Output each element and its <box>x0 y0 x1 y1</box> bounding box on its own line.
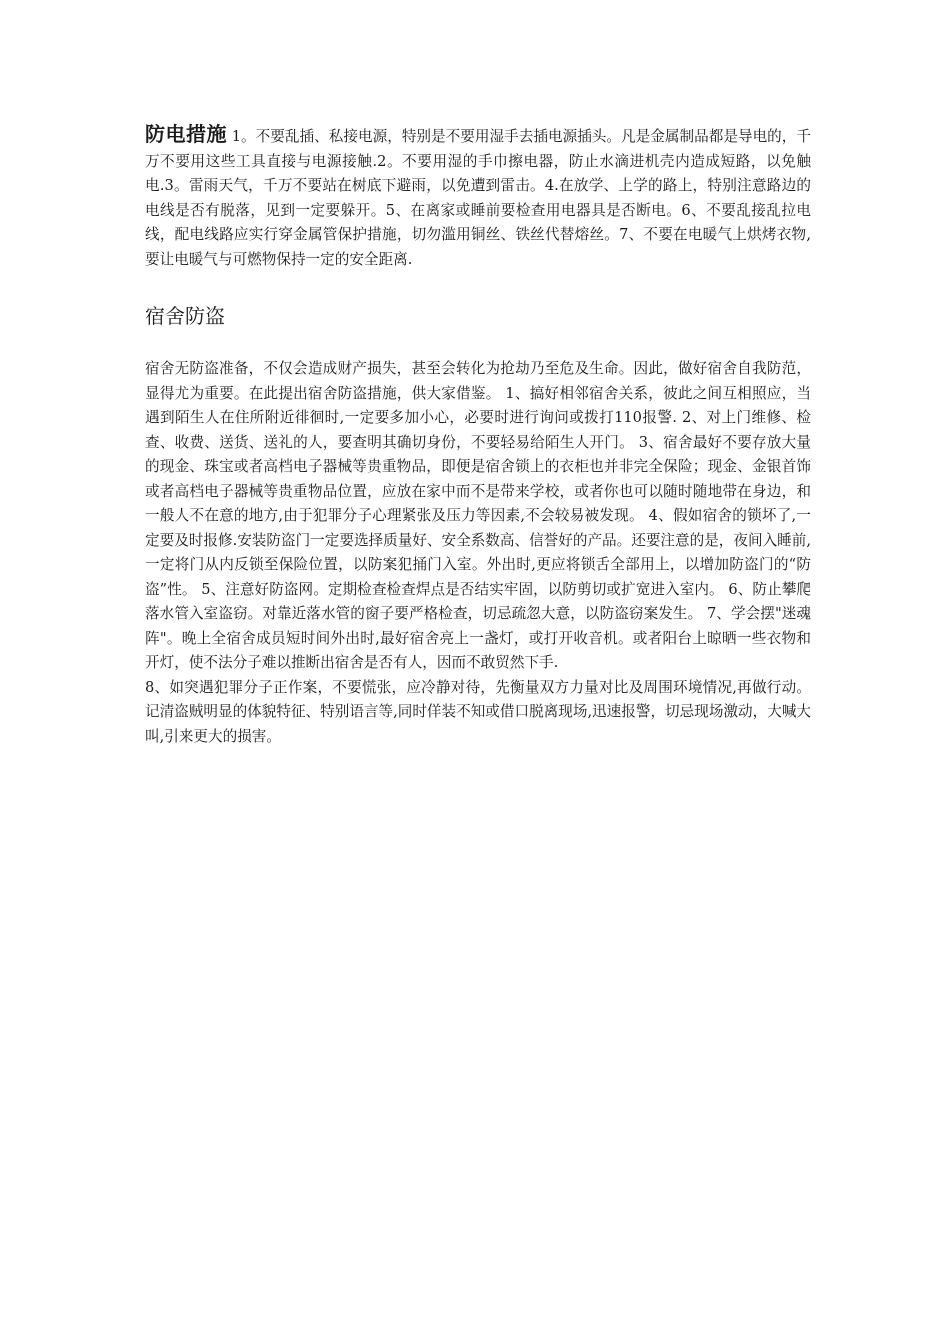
dorm-theft-title: 宿舍防盗 <box>145 304 225 328</box>
dorm-theft-paragraph-8: 8、如突遇犯罪分子正作案，不要慌张，应冷静对待，先衡量双方力量对比及周围环境情况,再做行动。记清盗贼明显的体貌特征、特别语言等,同时佯装不知或借口脱离现场,迅速报警，切忌现场激动，大喊大叫,引来更大的损害。 <box>145 678 812 745</box>
electric-safety-body: 1。不要乱插、私接电源，特别是不要用湿手去插电源插头。凡是金属制品都是导电的，千万不要用这些工具直接与电源接触.2。不要用湿的手巾擦电器，防止水滴进机壳内造成短路，以免触电.3。雷雨天气，千万不要站在树底下避雨，以免遭到雷击。4.在放学、上学的路上，特别注意路边的电线是否有脱落，见到一定要躲开。5、在离家或睡前要检查用电器具是否断电。6、不要乱接乱拉电线，配电线路应实行穿金属管保护措施，切勿滥用铜丝、铁丝代替熔丝。7、不要在电暖气上烘烤衣物,要让电暖气与可燃物保持一定的安全距离. <box>145 128 812 268</box>
electric-safety-paragraph <box>145 122 811 272</box>
electric-safety-heading: 防电措施 <box>145 122 228 146</box>
document-page <box>145 122 811 749</box>
dorm-theft-paragraph: 宿舍无防盗准备，不仅会造成财产损失，甚至会转化为抢劫乃至危及生命。因此，做好宿舍自我防范，显得尤为重要。在此提出宿舍防盗措施，供大家借鉴。 1、搞好相邻宿舍关系，彼此之间互相照应，当遇到陌生人在住所附近徘徊时,一定要多加小心，必要时进行询问或拨打110报警. 2、对上门维修、检查、收费、送货、送礼的人，要查明其确切身份，不要轻易给陌生人开门。 3、宿舍最好不要存放大量的现金、珠宝或者高档电子器械等贵重物品，即便是宿舍锁上的衣柜也并非完全保险；现金、金银首饰或者高档电子器械等贵重物品位置，应放在家中而不是带来学校，或者你也可以随时随地带在身边，和一般人不在意的地方,由于犯罪分子心理紧张及压力等因素,不会较易被发现。 4、假如宿舍的锁坏了,一定要及时报修.安装防盗门一定要选择质量好、安全系数高、信誉好的产品。还要注意的是，夜间入睡前,一定将门从内反锁至保险位置，以防案犯捅门入室。外出时,更应将锁舌全部用上，以增加防盗门的“防盗”性。 5、注意好防盗网。定期检查检查焊点是否结实牢固，以防剪切或扩宽进入室内。 6、防止攀爬落水管入室盗窃。对靠近落水管的窗子要严格检查，切忌疏忽大意，以防盗窃案发生。 7、学会摆"迷魂阵"。晚上全宿舍成员短时间外出时,最好宿舍亮上一盏灯，或打开收音机。或者阳台上晾晒一些衣物和开灯，使不法分子难以推断出宿舍是否有人，因而不敢贸然下手. <box>145 360 812 671</box>
